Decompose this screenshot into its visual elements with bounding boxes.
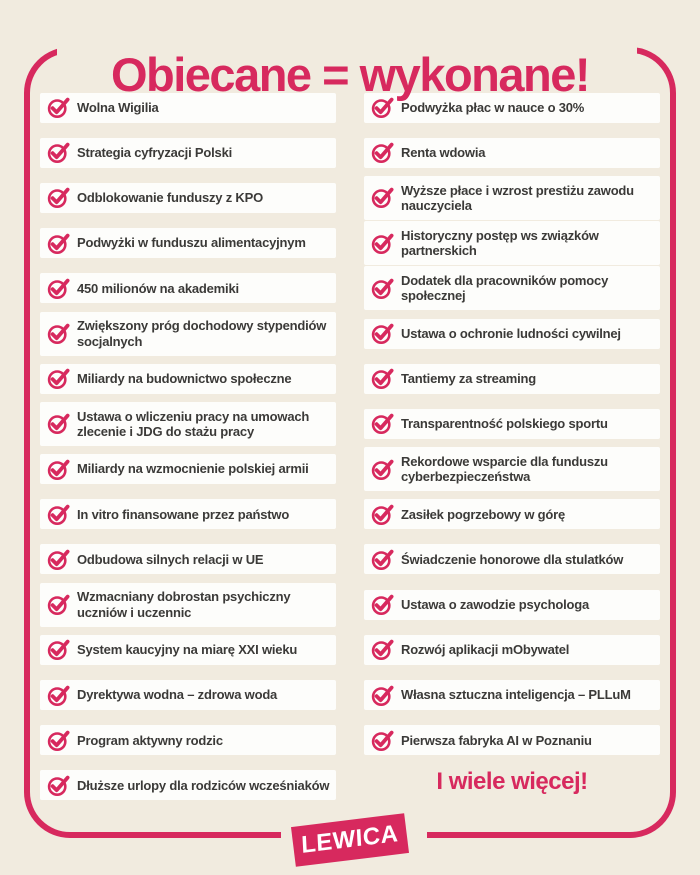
check-circle-icon: [371, 638, 394, 661]
check-circle-icon: [371, 412, 394, 435]
checklist-item-label: Podwyżki w funduszu alimentacyjnym: [77, 235, 306, 251]
checklist-cell: [364, 221, 660, 266]
checklist-cell: [40, 537, 336, 582]
checklist-cell: [40, 763, 336, 808]
checklist-item-label: In vitro finansowane przez państwo: [77, 506, 290, 522]
checklist-cell: [364, 718, 660, 763]
check-circle-icon: [47, 729, 70, 752]
checklist-item-label: Rekordowe wsparcie dla funduszu cyberbezpieczeństwa: [401, 453, 608, 485]
checklist-item-label: Ustawa o ochronie ludności cywilnej: [401, 325, 621, 341]
check-circle-icon: [371, 503, 394, 526]
checklist-item: [364, 725, 660, 755]
checklist-item-label: Dodatek dla pracowników pomocy społecznej: [401, 273, 609, 304]
checklist-item: [40, 583, 336, 627]
checklist-item-label: Zasiłek pogrzebowy w górę: [401, 506, 566, 522]
checklist-item-label: Miliardy na wzmocnienie polskiej armii: [77, 461, 309, 477]
checklist-item: [364, 319, 660, 349]
checklist-cell: [364, 447, 660, 492]
check-circle-icon: [47, 277, 70, 300]
checklist-cell: [40, 175, 336, 220]
checklist-item: [40, 402, 336, 446]
checklist-item: [40, 364, 336, 394]
checklist-cell: [364, 627, 660, 672]
checklist-cell: [40, 718, 336, 763]
checklist-item-label: Odblokowanie funduszy z KPO: [77, 190, 264, 206]
check-circle-icon: [371, 548, 394, 571]
checklist-item: [40, 183, 336, 213]
checklist-item-label: Odbudowa silnych relacji w UE: [77, 551, 264, 567]
checklist-item-label: Ustawa o wliczeniu pracy na umowach zlecenie i JDG do stażu pracy: [77, 408, 310, 439]
checklist-cell: [40, 221, 336, 266]
check-circle-icon: [371, 729, 394, 752]
check-circle-icon: [371, 322, 394, 345]
checklist-item-label: Zwiększony próg dochodowy stypendiów socjalnych: [77, 318, 327, 349]
checklist-cell: [364, 763, 660, 808]
check-circle-icon: [371, 684, 394, 707]
checklist-cell: [364, 175, 660, 220]
page-title: Obiecane = wykonane!: [110, 48, 590, 102]
checklist-item-label: Program aktywny rodzic: [77, 732, 223, 748]
check-circle-icon: [371, 593, 394, 616]
checklist-cell: [40, 582, 336, 627]
more-label: I wiele więcej!: [436, 768, 588, 796]
checklist-item: [40, 454, 336, 484]
checklist-item-label: Dłuższe urlopy dla rodziców wcześniaków: [77, 777, 330, 793]
check-circle-icon: [47, 367, 70, 390]
check-circle-icon: [47, 548, 70, 571]
checklist-item: [364, 635, 660, 665]
checklist-item: [40, 138, 336, 168]
checklist-cell: [364, 401, 660, 446]
checklist-cell: [364, 492, 660, 537]
checklist-item-label: Pierwsza fabryka AI w Poznaniu: [401, 732, 592, 748]
checklist-item: [364, 680, 660, 710]
checklist-item: [364, 409, 660, 439]
checklist-grid: [40, 85, 660, 808]
checklist-item: [40, 273, 336, 303]
checklist-item: [364, 138, 660, 168]
checklist-item-label: Podwyżka płac w nauce o 30%: [401, 99, 585, 115]
checklist-item: [364, 590, 660, 620]
checklist-cell: [364, 356, 660, 401]
check-circle-icon: [47, 638, 70, 661]
lewica-logo-label: LEWICA: [300, 820, 400, 859]
check-circle-icon: [47, 322, 70, 345]
check-circle-icon: [47, 232, 70, 255]
checklist-item: [40, 312, 336, 356]
check-circle-icon: [371, 367, 394, 390]
check-circle-icon: [47, 141, 70, 164]
checklist-item: [364, 176, 660, 220]
checklist-item-label: 450 milionów na akademiki: [77, 280, 239, 296]
check-circle-icon: [47, 458, 70, 481]
checklist-item: [40, 770, 336, 800]
checklist-item-label: Ustawa o zawodzie psychologa: [401, 596, 589, 612]
checklist-item-label: Wyższe płace i wzrost prestiżu zawodu nauczyciela: [401, 182, 634, 213]
checklist-cell: [40, 447, 336, 492]
checklist-cell: [364, 672, 660, 717]
checklist-cell: [364, 266, 660, 311]
checklist-cell: [40, 492, 336, 537]
checklist-cell: [40, 130, 336, 175]
check-circle-icon: [371, 232, 394, 255]
checklist-item-label: Tantiemy za streaming: [401, 371, 536, 387]
checklist-item: [40, 680, 336, 710]
check-circle-icon: [371, 277, 394, 300]
checklist-item: [40, 635, 336, 665]
checklist-item: [364, 364, 660, 394]
checklist-cell: [40, 266, 336, 311]
check-circle-icon: [371, 186, 394, 209]
checklist-cell: [40, 672, 336, 717]
checklist-item: [364, 544, 660, 574]
checklist-item: [40, 544, 336, 574]
check-circle-icon: [47, 186, 70, 209]
checklist-item-label: Własna sztuczna inteligencja – PLLuM: [401, 687, 631, 703]
checklist-cell: [364, 582, 660, 627]
checklist-item-label: System kaucyjny na miarę XXI wieku: [77, 642, 298, 658]
checklist-item-label: Wzmacniany dobrostan psychiczny uczniów i uczennic: [77, 589, 291, 620]
checklist-item: [364, 447, 660, 491]
checklist-item-label: Rozwój aplikacji mObywatel: [401, 642, 570, 658]
checklist-item-label: Miliardy na budownictwo społeczne: [77, 371, 292, 387]
checklist-item: [40, 725, 336, 755]
checklist-cell: [364, 537, 660, 582]
checklist-item: [364, 499, 660, 529]
checklist-cell: [40, 627, 336, 672]
checklist-item-label: Świadczenie honorowe dla stulatków: [401, 551, 624, 567]
checklist-item-label: Strategia cyfryzacji Polski: [77, 145, 233, 161]
check-circle-icon: [47, 684, 70, 707]
check-circle-icon: [371, 458, 394, 481]
checklist-item: [364, 266, 660, 310]
checklist-item-label: Transparentność polskiego sportu: [401, 416, 608, 432]
checklist-item-label: Wolna Wigilia: [77, 99, 159, 115]
check-circle-icon: [47, 412, 70, 435]
checklist-item: [40, 228, 336, 258]
check-circle-icon: [371, 141, 394, 164]
checklist-cell: [40, 356, 336, 401]
checklist-item: [364, 221, 660, 265]
check-circle-icon: [47, 593, 70, 616]
checklist-item-label: Historyczny postęp ws związków partnerskich: [401, 227, 599, 259]
checklist-item-label: Renta wdowia: [401, 145, 486, 161]
check-circle-icon: [47, 503, 70, 526]
checklist-item-label: Dyrektywa wodna – zdrowa woda: [77, 687, 278, 703]
checklist-item: [40, 499, 336, 529]
checklist-cell: [40, 401, 336, 446]
check-circle-icon: [47, 774, 70, 797]
checklist-cell: [364, 130, 660, 175]
checklist-cell: [40, 311, 336, 356]
checklist-cell: [364, 311, 660, 356]
